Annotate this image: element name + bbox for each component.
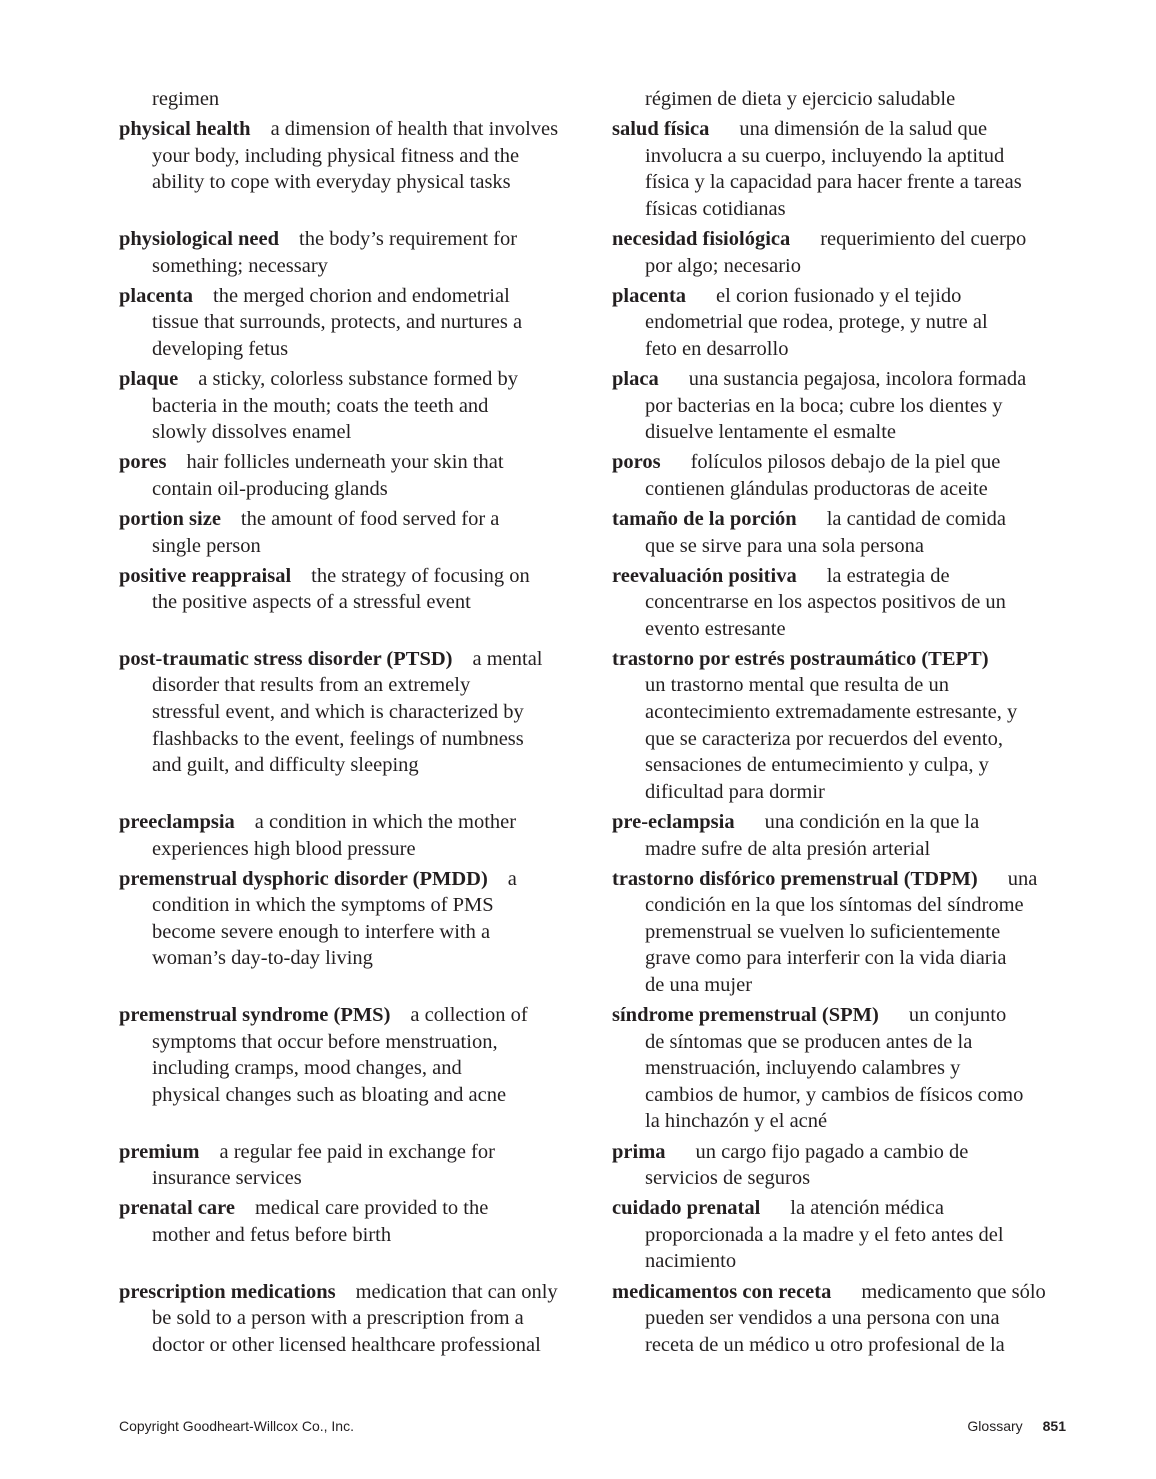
glossary-term: medicamentos con receta	[612, 1280, 832, 1303]
glossary-entry-english	[119, 866, 612, 999]
glossary-term: poros	[612, 451, 661, 474]
running-footer	[967, 1418, 1066, 1434]
glossary-term: placenta	[119, 284, 194, 307]
glossary-definition: un conjunto de síntomas que se producen antes de la menstruación, incluyendo calambres y cambios de humor, y cambios de físicos como la hinchazón y el acné	[645, 1004, 1024, 1133]
glossary-entry-spanish	[612, 449, 1079, 502]
glossary-definition: la estrategia de concentrarse en los aspectos positivos de un evento estresante	[645, 564, 1006, 640]
glossary-term: premium	[119, 1140, 200, 1163]
glossary-entry-english	[119, 283, 612, 363]
glossary-entry-english	[119, 1195, 612, 1275]
glossary-definition: un cargo fijo pagado a cambio de servicios de seguros	[645, 1140, 969, 1190]
glossary-term: plaque	[119, 367, 179, 390]
page-number: 851	[1042, 1418, 1066, 1434]
glossary-columns	[119, 86, 1079, 1358]
glossary-entry-spanish	[612, 116, 1079, 222]
glossary-entry-spanish	[612, 1195, 1079, 1275]
glossary-entry-spanish	[612, 563, 1079, 643]
glossary-definition: a mental disorder that results from an extremely stressful event, and which is characterized by flashbacks to the event, feelings of numbness and guilt, and difficulty sleeping	[152, 647, 543, 777]
glossary-definition: a sticky, colorless substance formed by bacteria in the mouth; coats the teeth and slowly dissolves enamel	[152, 367, 519, 444]
page-footer	[119, 1418, 1066, 1434]
glossary-term: positive reappraisal	[119, 564, 292, 587]
glossary-definition: la atención médica proporcionada a la madre y el feto antes del nacimiento	[645, 1197, 1004, 1273]
glossary-definition: a regular fee paid in exchange for insurance services	[152, 1140, 495, 1190]
glossary-entry-spanish	[612, 506, 1079, 559]
glossary-definition: the body’s requirement for something; necessary	[152, 227, 518, 277]
glossary-term: tamaño de la porción	[612, 507, 797, 530]
glossary-term: trastorno disfórico premenstrual (TDPM)	[612, 867, 978, 890]
glossary-entry-english	[119, 1002, 612, 1135]
glossary-definition: medication that can only be sold to a person with a prescription from a doctor or other licensed healthcare professional	[152, 1280, 558, 1356]
glossary-term: cuidado prenatal	[612, 1197, 761, 1220]
glossary-entry-spanish	[612, 1139, 1079, 1192]
glossary-definition: una sustancia pegajosa, incolora formada por bacterias en la boca; cubre los dientes y disuelve lentamente el esmalte	[645, 367, 1027, 444]
glossary-term: physical health	[119, 118, 251, 141]
glossary-term: pores	[119, 451, 167, 474]
glossary-definition: regimen	[152, 88, 220, 110]
glossary-entry-english	[119, 1139, 612, 1192]
glossary-entry-spanish	[612, 86, 1079, 113]
glossary-term: portion size	[119, 507, 221, 530]
glossary-definition: a condition in which the symptoms of PMS become severe enough to interfere with a woman’s day-to-day living	[152, 867, 517, 970]
glossary-term: síndrome premenstrual (SPM)	[612, 1004, 879, 1027]
glossary-entry-english	[119, 226, 612, 279]
glossary-entry-spanish	[612, 809, 1079, 862]
glossary-term: salud física	[612, 118, 710, 141]
glossary-entry-english	[119, 449, 612, 502]
glossary-definition: una condición en la que la madre sufre de alta presión arterial	[645, 810, 980, 860]
glossary-definition: una dimensión de la salud que involucra a su cuerpo, incluyendo la aptitud física y la capacidad para hacer frente a tareas físicas cotidianas	[645, 118, 1022, 220]
glossary-entry-spanish	[612, 283, 1079, 363]
glossary-entry-spanish	[612, 1279, 1079, 1359]
glossary-definition: the strategy of focusing on the positive aspects of a stressful event	[152, 564, 530, 614]
glossary-entry-english	[119, 506, 612, 559]
glossary-term: preeclampsia	[119, 810, 235, 833]
glossary-definition: la cantidad de comida que se sirve para una sola persona	[645, 507, 1006, 557]
glossary-definition: una condición en la que los síntomas del síndrome premenstrual se vuelven lo suficientemente grave como para interferir con la vida diaria de una mujer	[645, 867, 1038, 996]
glossary-term: trastorno por estrés postraumático (TEPT)	[612, 647, 989, 670]
glossary-term: physiological need	[119, 227, 280, 250]
glossary-definition: folículos pilosos debajo de la piel que contienen glándulas productoras de aceite	[645, 451, 1001, 500]
glossary-entry-spanish	[612, 226, 1079, 279]
glossary-entry-english	[119, 646, 612, 806]
glossary-definition: hair follicles underneath your skin that contain oil-producing glands	[152, 451, 504, 500]
glossary-term: premenstrual dysphoric disorder (PMDD)	[119, 867, 488, 890]
glossary-definition: a collection of symptoms that occur before menstruation, including cramps, mood changes, and physical changes such as bloating and acne	[152, 1004, 528, 1106]
glossary-entry-english	[119, 563, 612, 643]
glossary-definition: a dimension of health that involves your body, including physical fitness and the ability to cope with everyday physical tasks	[152, 118, 559, 194]
section-name: Glossary	[967, 1418, 1023, 1434]
glossary-term: prescription medications	[119, 1280, 336, 1303]
glossary-entry-english	[119, 86, 612, 113]
glossary-entry-english	[119, 809, 612, 862]
glossary-definition: un trastorno mental que resulta de un acontecimiento extremadamente estresante, y que se caracteriza por recuerdos del evento, sensaciones de entumecimiento y culpa, y dificultad para dormir	[645, 674, 1018, 803]
glossary-entry-spanish	[612, 866, 1079, 999]
glossary-definition: medical care provided to the mother and fetus before birth	[152, 1197, 489, 1246]
glossary-definition: the amount of food served for a single person	[152, 507, 500, 557]
glossary-term: post-traumatic stress disorder (PTSD)	[119, 647, 453, 670]
glossary-term: prenatal care	[119, 1197, 235, 1220]
glossary-entry-english	[119, 116, 612, 222]
glossary-entry-spanish	[612, 1002, 1079, 1135]
glossary-term: prima	[612, 1140, 666, 1163]
glossary-term: placenta	[612, 284, 687, 307]
glossary-entry-spanish	[612, 646, 1079, 806]
copyright-notice: Copyright Goodheart-Willcox Co., Inc.	[119, 1418, 354, 1434]
glossary-entry-english	[119, 1279, 612, 1359]
glossary-definition: el corion fusionado y el tejido endometrial que rodea, protege, y nutre al feto en desarrollo	[645, 284, 988, 360]
glossary-term: pre-eclampsia	[612, 810, 735, 833]
glossary-definition: régimen de dieta y ejercicio saludable	[645, 88, 956, 110]
glossary-definition: a condition in which the mother experiences high blood pressure	[152, 810, 517, 860]
glossary-definition: the merged chorion and endometrial tissue that surrounds, protects, and nurtures a developing fetus	[152, 284, 523, 360]
glossary-definition: medicamento que sólo pueden ser vendidos a una persona con una receta de un médico u otro profesional de la	[645, 1280, 1046, 1356]
glossary-term: necesidad fisiológica	[612, 227, 791, 250]
glossary-term: placa	[612, 367, 659, 390]
glossary-entry-english	[119, 366, 612, 446]
glossary-term: premenstrual syndrome (PMS)	[119, 1004, 391, 1027]
glossary-term: reevaluación positiva	[612, 564, 797, 587]
glossary-definition: requerimiento del cuerpo por algo; necesario	[645, 227, 1027, 277]
glossary-entry-spanish	[612, 366, 1079, 446]
